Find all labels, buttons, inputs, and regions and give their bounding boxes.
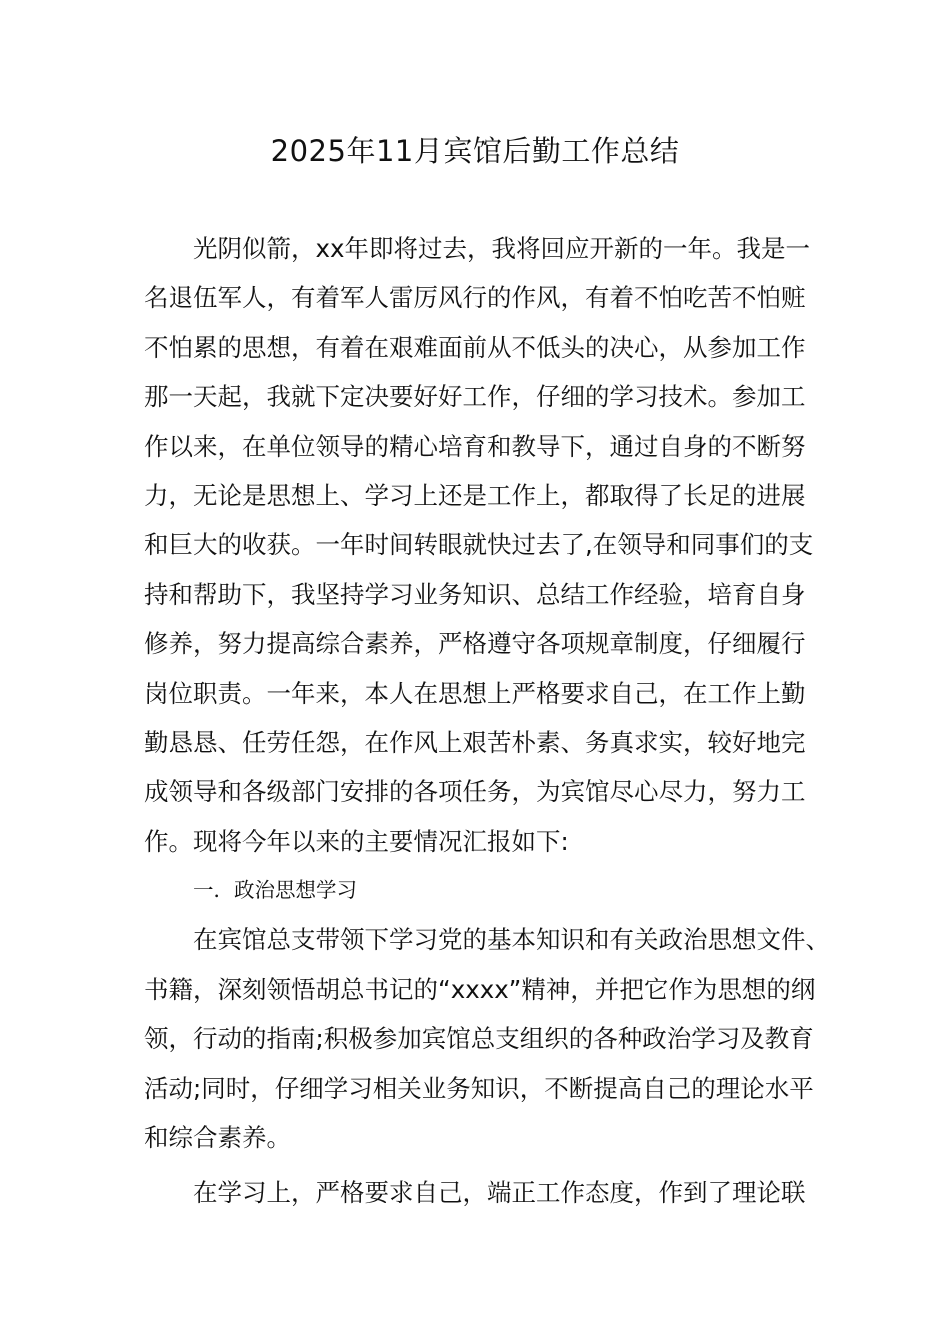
text-line: 和综合素养。	[144, 1123, 291, 1153]
text-line: 作。现将今年以来的主要情况汇报如下:	[144, 826, 569, 856]
text-line: 活动;同时，仔细学习相关业务知识，不断提高自己的理论水平	[144, 1073, 814, 1103]
text-line: 修养，努力提高综合素养，严格遵守各项规章制度，仔细履行	[144, 629, 806, 659]
paragraph-intro	[144, 224, 834, 866]
text-line: 和巨大的收获。一年时间转眼就快过去了,在领导和同事们的支	[144, 530, 814, 560]
text-line: 领，行动的指南;积极参加宾馆总支组织的各种政治学习及教育	[144, 1024, 814, 1054]
text-line: 在学习上，严格要求自己，端正工作态度，作到了理论联	[193, 1178, 806, 1208]
text-line: 持和帮助下，我坚持学习业务知识、总结工作经验，培育自身	[144, 579, 806, 609]
text-line: 力，无论是思想上、学习上还是工作上，都取得了长足的进展	[144, 480, 806, 510]
document-title: 2025年11月宾馆后勤工作总结	[270, 134, 680, 168]
text-line: 作以来，在单位领导的精心培育和教导下，通过自身的不断努	[144, 431, 806, 461]
text-line: 岗位职责。一年来，本人在思想上严格要求自己，在工作上勤	[144, 678, 806, 708]
text-line: 光阴似箭，xx年即将过去，我将回应开新的一年。我是一	[193, 234, 810, 263]
text-line: 名退伍军人，有着军人雷厉风行的作风，有着不怕吃苦不怕赃	[144, 283, 806, 313]
text-line: 不怕累的思想，有着在艰难面前从不低头的决心，从参加工作	[144, 332, 806, 362]
document-body	[144, 224, 834, 1218]
text-line: 在宾馆总支带领下学习党的基本知识和有关政治思想文件、	[193, 925, 830, 955]
text-line: 那一天起，我就下定决要好好工作，仔细的学习技术。参加工	[144, 382, 806, 412]
paragraph-learning	[144, 1168, 834, 1217]
text-line: 书籍，深刻领悟胡总书记的“xxxx”精神，并把它作为思想的纲	[144, 974, 816, 1004]
paragraph-political-study	[144, 915, 834, 1162]
text-line: 成领导和各级部门安排的各项任务，为宾馆尽心尽力，努力工	[144, 777, 806, 807]
text-line: 勤恳恳、任劳任怨，在作风上艰苦朴素、务真求实，较好地完	[144, 727, 806, 757]
section-heading: 一．政治思想学习	[193, 878, 357, 903]
